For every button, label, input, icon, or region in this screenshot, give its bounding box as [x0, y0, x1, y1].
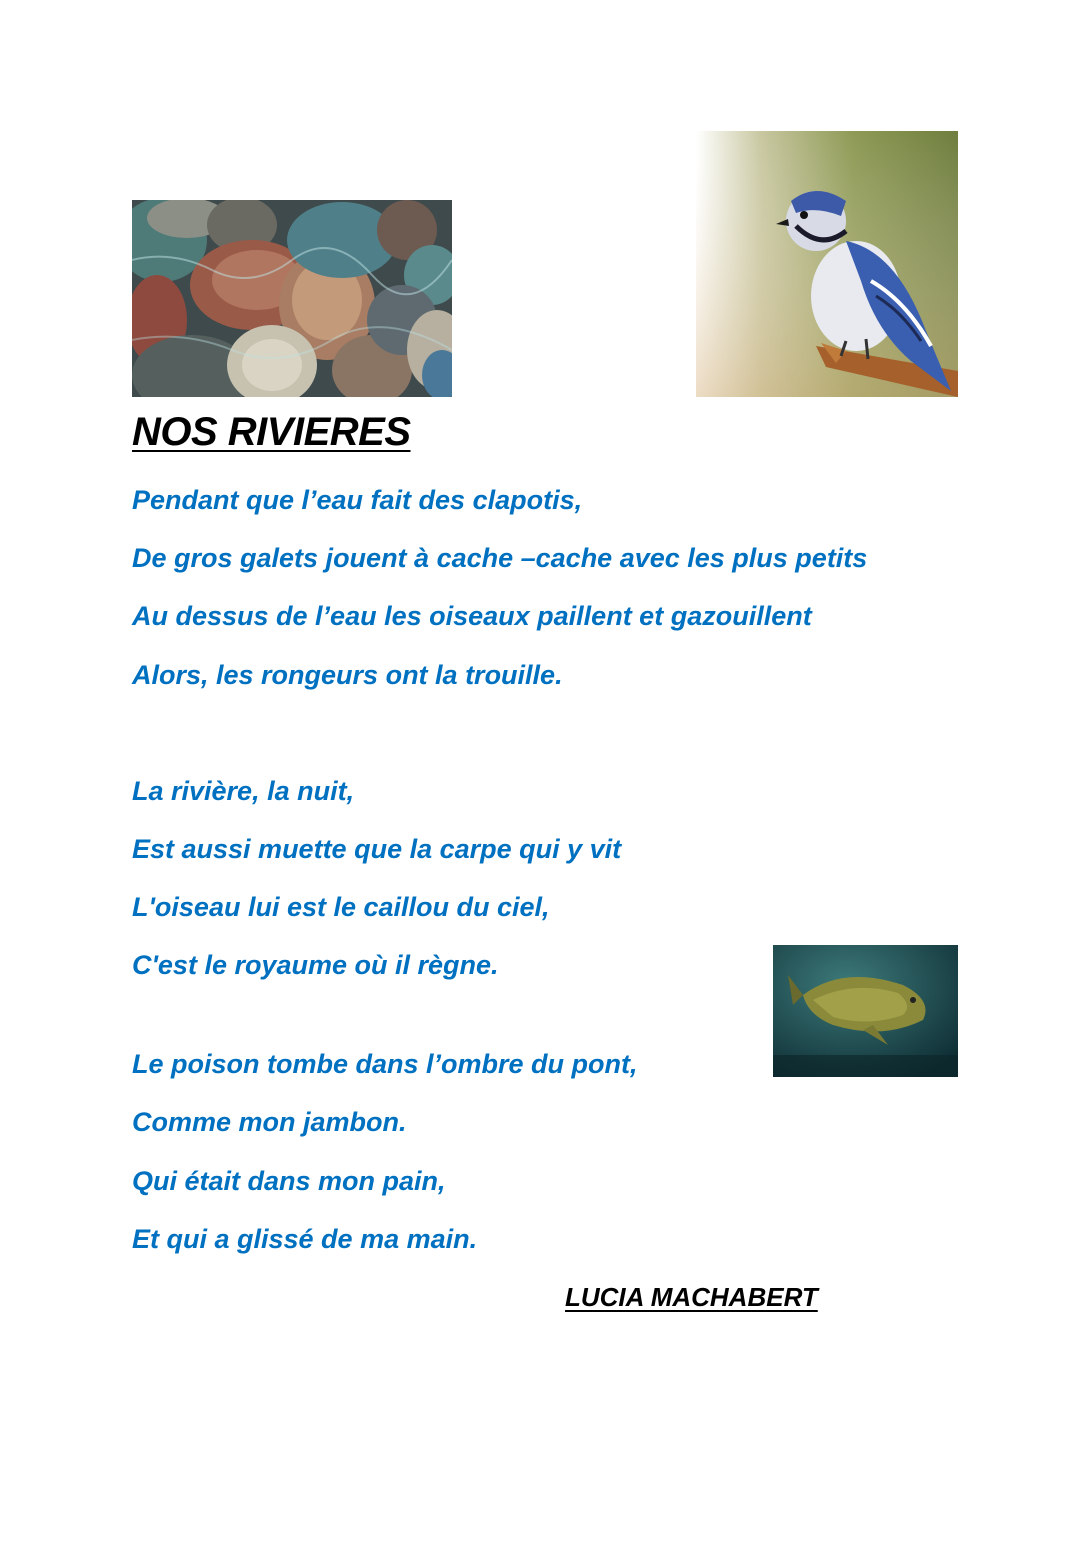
verse-line: De gros galets jouent à cache –cache avec les plus petits — [132, 543, 868, 573]
verse-line: Qui était dans mon pain, — [132, 1166, 446, 1196]
verse-line: Et qui a glissé de ma main. — [132, 1224, 478, 1254]
verse-line: La rivière, la nuit, — [132, 776, 355, 806]
verse-line: Au dessus de l’eau les oiseaux paillent et gazouillent — [132, 601, 812, 631]
verse-line: Pendant que l’eau fait des clapotis, — [132, 485, 583, 515]
verse-line: Est aussi muette que la carpe qui y vit — [132, 834, 622, 864]
blue-jay-image — [696, 131, 958, 397]
verse-line: L'oiseau lui est le caillou du ciel, — [132, 892, 550, 922]
river-pebbles-image — [132, 200, 452, 397]
verse-line: C'est le royaume où il règne. — [132, 950, 499, 980]
carp-image — [773, 945, 958, 1077]
author-name: LUCIA MACHABERT — [565, 1282, 818, 1312]
verse-line: Alors, les rongeurs ont la trouille. — [132, 660, 563, 690]
verse-line: Le poison tombe dans l’ombre du pont, — [132, 1049, 638, 1079]
verse-line: Comme mon jambon. — [132, 1107, 407, 1137]
poem-title: NOS RIVIERES — [132, 410, 411, 454]
